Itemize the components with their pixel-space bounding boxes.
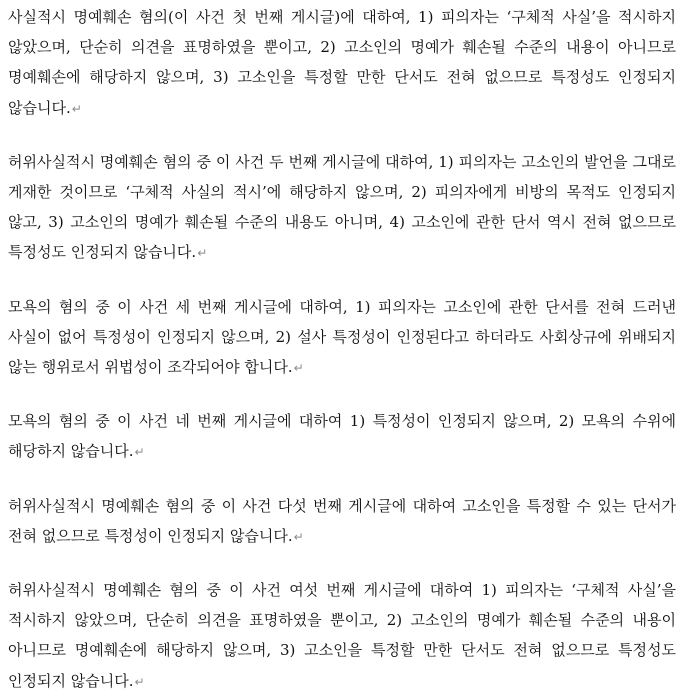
paragraph-3[interactable]	[8, 292, 676, 384]
paragraph-2-text: 허위사실적시 명예훼손 혐의 중 이 사건 두 번째 게시글에 대하여, 1) 피의자는 고소인의 발언을 그대로 게재한 것이므로 ‘구체적 사실의 적시’에 해당하지 않으며, 2) 피의자에게 비방의 목적도 인정되지 않고, 3) 고소인의 명예가 훼손될 수준의 내용도 아니며, 4) 고소인에 관한 단서 역시 전혀 없으므로 특정성도 인정되지 않습니다.	[8, 152, 676, 262]
paragraph-6-text: 허위사실적시 명예훼손 혐의 중 이 사건 여섯 번째 게시글에 대하여 1) 피의자는 ‘구체적 사실’을 적시하지 않았으며, 단순히 의견을 표명하였을 뿐이고, 2) 고소인의 명예가 훼손될 수준의 내용이 아니므로 명예훼손에 해당하지 않으며, 3) 고소인을 특정할 만한 단서도 전혀 없으므로 특정성도 인정되지 않습니다.	[8, 581, 676, 690]
paragraph-mark-icon: ↵	[197, 246, 208, 261]
paragraph-mark-icon: ↵	[134, 674, 145, 689]
paragraph-6[interactable]	[8, 575, 676, 697]
paragraph-1-text: 사실적시 명예훼손 혐의(이 사건 첫 번째 게시글)에 대하여, 1) 피의자는 ‘구체적 사실’을 적시하지 않았으며, 단순히 의견을 표명하였을 뿐이고, 2) 고소인의 명예가 훼손될 수준의 내용이 아니므로 명예훼손에 해당하지 않으며, 3) 고소인을 특정할 만한 단서도 전혀 없으므로 특정성도 인정되지 않습니다.	[8, 8, 676, 117]
document-body[interactable]	[8, 2, 676, 697]
paragraph-5[interactable]	[8, 491, 676, 552]
paragraph-mark-icon: ↵	[71, 101, 82, 116]
paragraph-2[interactable]	[8, 147, 676, 269]
paragraph-mark-icon: ↵	[293, 529, 304, 544]
paragraph-mark-icon: ↵	[293, 361, 304, 376]
paragraph-4-text: 모욕의 혐의 중 이 사건 네 번째 게시글에 대하여 1) 특정성이 인정되지 않으며, 2) 모욕의 수위에 해당하지 않습니다.	[8, 412, 676, 461]
paragraph-3-text: 모욕의 혐의 중 이 사건 세 번째 게시글에 대하여, 1) 피의자는 고소인에 관한 단서를 전혀 드러낸 사실이 없어 특정성이 인정되지 않으며, 2) 설사 특정성이 인정된다고 하더라도 사회상규에 위배되지 않는 행위로서 위법성이 조각되어야 합니다.	[8, 297, 676, 377]
paragraph-4[interactable]	[8, 406, 676, 467]
paragraph-mark-icon: ↵	[134, 445, 145, 460]
paragraph-5-text: 허위사실적시 명예훼손 혐의 중 이 사건 다섯 번째 게시글에 대하여 고소인을 특정할 수 있는 단서가 전혀 없으므로 특정성이 인정되지 않습니다.	[8, 496, 676, 545]
paragraph-1[interactable]	[8, 2, 676, 124]
